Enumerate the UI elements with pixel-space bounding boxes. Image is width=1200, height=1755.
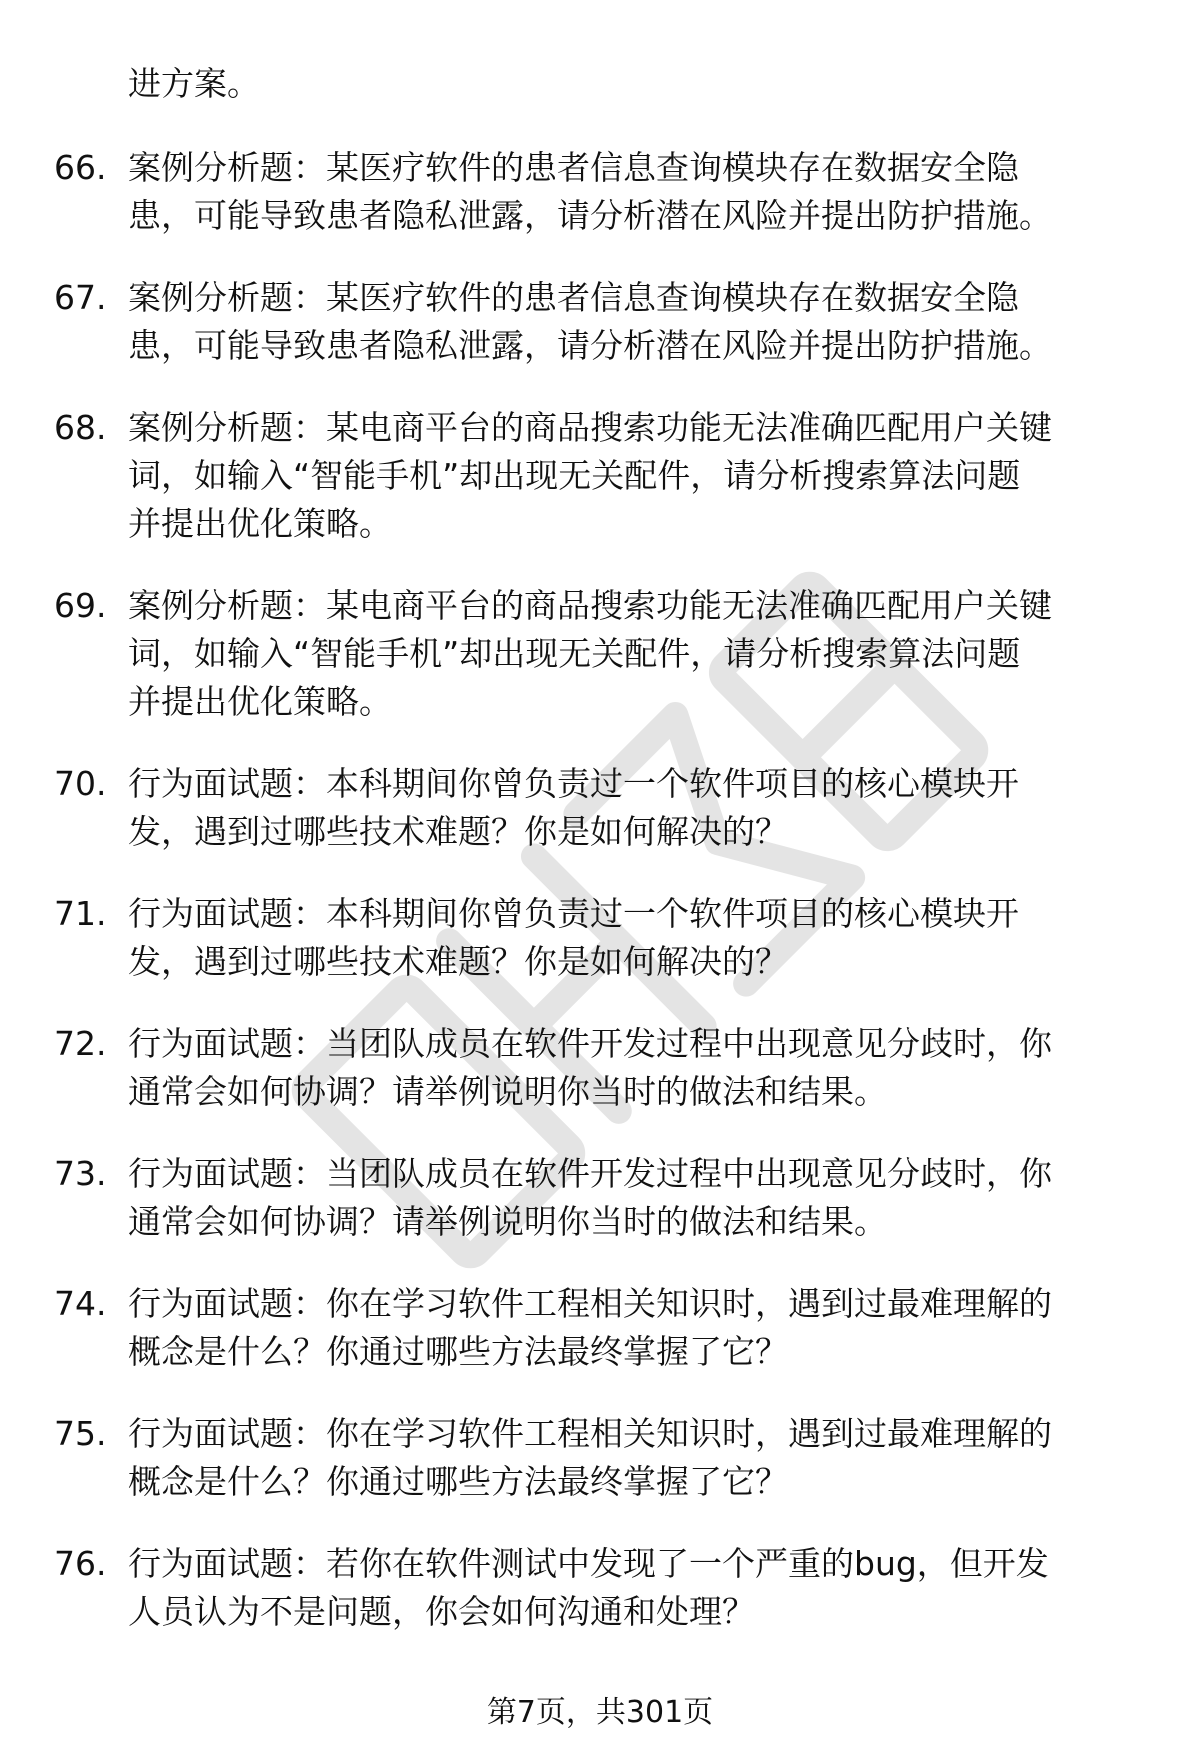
question-text-line: 行为面试题：本科期间你曾负责过一个软件项目的核心模块开 [128,894,1019,933]
question-text-line: 发，遇到过哪些技术难题？你是如何解决的？ [128,942,788,981]
question-text-line: 词，如输入“智能手机”却出现无关配件，请分析搜索算法问题 [128,456,1021,495]
question-item [0,1020,1200,1116]
question-text [128,144,1138,240]
question-item [0,890,1200,986]
question-text-line: 行为面试题：若你在软件测试中发现了一个严重的bug，但开发 [128,1544,1049,1583]
question-number: 68. [54,408,107,447]
question-text-line: 通常会如何协调？请举例说明你当时的做法和结果。 [128,1072,887,1111]
question-text-line: 案例分析题：某医疗软件的患者信息查询模块存在数据安全隐 [128,148,1019,187]
question-number: 74. [54,1284,107,1323]
question-text [128,1150,1138,1246]
question-item [0,1280,1200,1376]
question-text-line: 行为面试题：你在学习软件工程相关知识时，遇到过最难理解的 [128,1414,1052,1453]
question-text-line: 通常会如何协调？请举例说明你当时的做法和结果。 [128,1202,887,1241]
page-footer: 第7页，共301页 [486,1695,714,1730]
question-text-line: 行为面试题：本科期间你曾负责过一个软件项目的核心模块开 [128,764,1019,803]
question-text [128,1020,1138,1116]
question-text [128,1410,1138,1506]
question-text-line: 并提出优化策略。 [128,504,392,543]
question-item [0,404,1200,548]
question-number: 76. [54,1544,107,1583]
question-item [0,274,1200,370]
question-text-line: 患，可能导致患者隐私泄露，请分析潜在风险并提出防护措施。 [128,196,1052,235]
question-text [128,582,1138,726]
question-text-line: 并提出优化策略。 [128,682,392,721]
question-text [128,760,1138,856]
question-text-line: 患，可能导致患者隐私泄露，请分析潜在风险并提出防护措施。 [128,326,1052,365]
question-text-line: 发，遇到过哪些技术难题？你是如何解决的？ [128,812,788,851]
question-number: 70. [54,764,107,803]
question-item [0,1540,1200,1636]
question-text-line: 人员认为不是问题，你会如何沟通和处理？ [128,1592,755,1631]
question-text [128,274,1138,370]
question-text-line: 词，如输入“智能手机”却出现无关配件，请分析搜索算法问题 [128,634,1021,673]
question-text-line: 概念是什么？你通过哪些方法最终掌握了它？ [128,1332,788,1371]
question-item [0,144,1200,240]
question-number: 75. [54,1414,107,1453]
question-text-line: 案例分析题：某电商平台的商品搜索功能无法准确匹配用户关键 [128,408,1052,447]
question-number: 69. [54,586,107,625]
question-number: 72. [54,1024,107,1063]
question-number: 66. [54,148,107,187]
question-text [128,890,1138,986]
question-text-line: 行为面试题：当团队成员在软件开发过程中出现意见分歧时，你 [128,1024,1052,1063]
question-text-line: 案例分析题：某电商平台的商品搜索功能无法准确匹配用户关键 [128,586,1052,625]
question-text-line: 案例分析题：某医疗软件的患者信息查询模块存在数据安全隐 [128,278,1019,317]
continuation-text: 进方案。 [128,64,260,103]
question-item [0,582,1200,726]
question-text-line: 行为面试题：当团队成员在软件开发过程中出现意见分歧时，你 [128,1154,1052,1193]
question-number: 67. [54,278,107,317]
question-list [0,144,1200,1670]
question-text-line: 概念是什么？你通过哪些方法最终掌握了它？ [128,1462,788,1501]
question-number: 73. [54,1154,107,1193]
question-item [0,1410,1200,1506]
question-text-line: 行为面试题：你在学习软件工程相关知识时，遇到过最难理解的 [128,1284,1052,1323]
question-text [128,404,1138,548]
question-item [0,760,1200,856]
question-text [128,1540,1138,1636]
question-number: 71. [54,894,107,933]
question-text [128,1280,1138,1376]
question-item [0,1150,1200,1246]
